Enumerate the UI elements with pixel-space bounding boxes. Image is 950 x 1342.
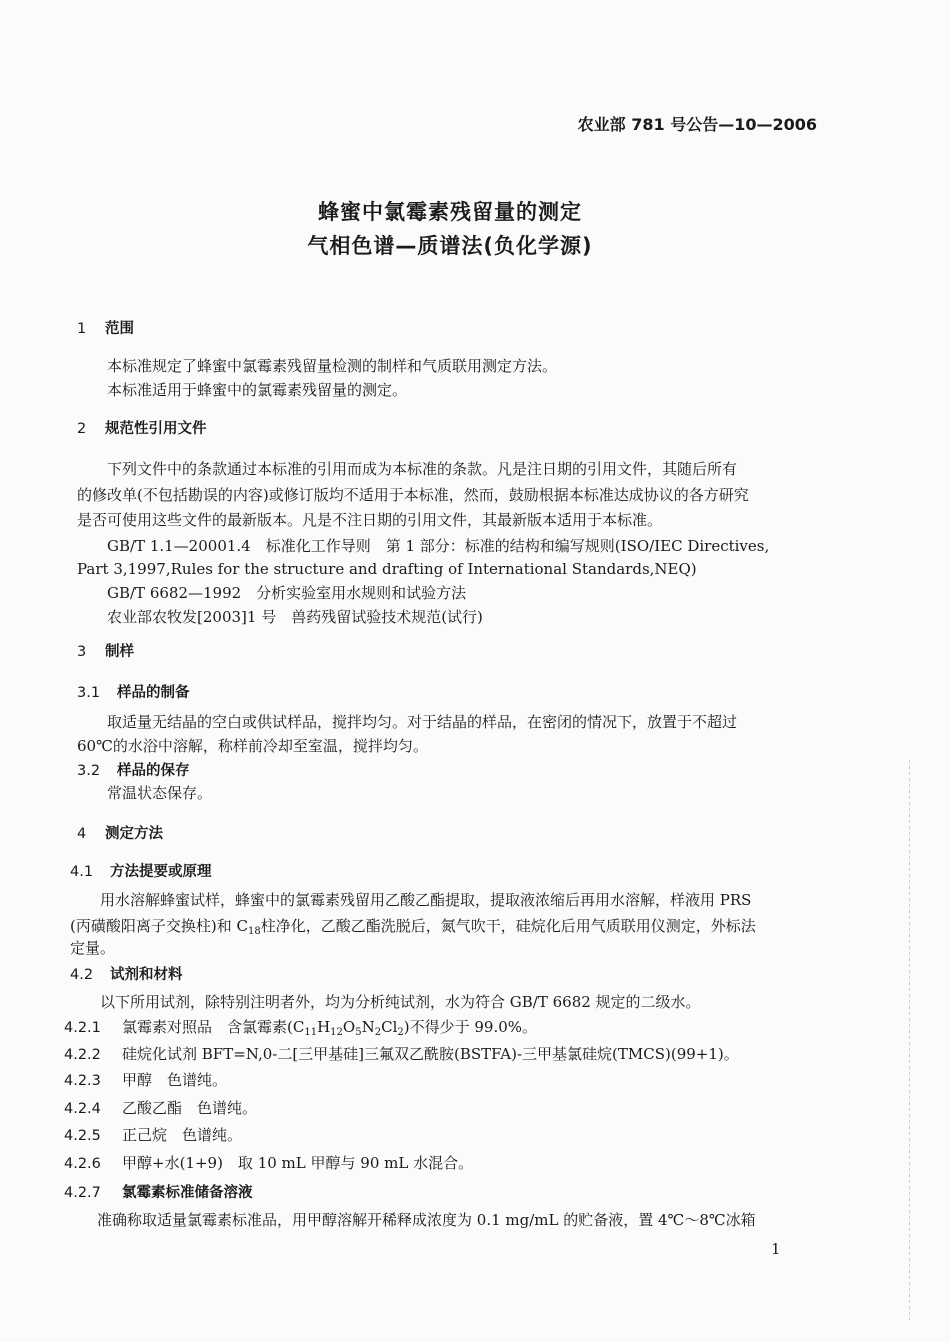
reagent-item: 4.2.1 氯霉素对照品 含氯霉素$(C_{11}H_{12}O_5N_2Cl_2)$不得少于 99.0%。 [64, 1018, 538, 1038]
document-subtitle: 气相色谱—质谱法(负化学源) [307, 234, 593, 258]
reference-item-cont: Part 3,1997,Rules for the structure and drafting of International Standards,NEQ) [77, 560, 697, 578]
subsection-title: 样品的制备 [117, 685, 190, 701]
subsection-title: 方法提要或原理 [110, 864, 212, 880]
section-4-heading [77, 822, 163, 843]
section-number: 4 [77, 826, 87, 842]
section-1-heading [77, 317, 134, 338]
subsection-heading [70, 860, 212, 881]
paragraph-line: 的修改单(不包括勘误的内容)或修订版均不适用于本标准，然而，鼓励根据本标准达成协议的各方研究 [77, 486, 749, 504]
reagent-item-heading: 4.2.7 氯霉素标准储备溶液 [64, 1185, 253, 1201]
reagent-item: 4.2.2 硅烷化试剂 BFT=N,0-二[三甲基硅]三氟双乙酰胺(BSTFA)-三甲基氯硅烷(TMCS)(99+1)。 [64, 1045, 739, 1063]
paragraph-line: (丙磺酸阳离子交换柱)和 $C_{18}$柱净化，乙酸乙酯洗脱后，氮气吹干，硅烷化后用气质联用仪测定，外标法 [70, 917, 756, 937]
section-number: 2 [77, 421, 87, 437]
document-code: 农业部 781 号公告—10—2006 [577, 115, 817, 134]
subsection-number: 3.1 [77, 685, 101, 701]
scan-edge-line [909, 760, 910, 1320]
paragraph-line: 用水溶解蜂蜜试样，蜂蜜中的氯霉素残留用乙酸乙酯提取，提取液浓缩后再用水溶解，样液用 PRS [100, 891, 752, 909]
paragraph-line: 取适量无结晶的空白或供试样品，搅拌均匀。对于结晶的样品，在密闭的情况下，放置于不超过 [107, 713, 738, 731]
subsection-heading [70, 963, 183, 984]
subsection-number: 4.1 [70, 864, 94, 880]
reagent-item: 4.2.4 乙酸乙酯 色谱纯。 [64, 1099, 258, 1117]
section-number: 1 [77, 321, 87, 337]
section-3-heading [77, 640, 134, 661]
section-2-heading [77, 417, 207, 438]
section-number: 3 [77, 644, 87, 660]
paragraph: 以下所用试剂，除特别注明者外，均为分析纯试剂，水为符合 GB/T 6682 规定的二级水。 [100, 993, 701, 1011]
reagent-item: 4.2.6 甲醇+水(1+9) 取 10 mL 甲醇与 90 mL 水混合。 [64, 1154, 474, 1172]
section-title: 测定方法 [105, 826, 163, 842]
subsection-number: 3.2 [77, 763, 101, 779]
reagent-item: 4.2.5 正己烷 色谱纯。 [64, 1126, 243, 1144]
document-title: 蜂蜜中氯霉素残留量的测定 [318, 200, 582, 224]
subsection-heading [77, 759, 190, 780]
paragraph: 本标准规定了蜂蜜中氯霉素残留量检测的制样和气质联用测定方法。 [107, 357, 558, 375]
paragraph-line: 准确称取适量氯霉素标准品，用甲醇溶解开稀释成浓度为 0.1 mg/mL 的贮备液，置 4℃～8℃冰箱 [97, 1211, 756, 1229]
paragraph-line: 是否可使用这些文件的最新版本。凡是不注日期的引用文件，其最新版本适用于本标准。 [77, 511, 663, 529]
page-number: 1 [771, 1240, 781, 1258]
section-title: 规范性引用文件 [105, 421, 207, 437]
paragraph: 常温状态保存。 [107, 784, 213, 802]
subsection-title: 试剂和材料 [110, 967, 183, 983]
reference-item: 农业部农牧发[2003]1 号 兽药残留试验技术规范(试行) [107, 608, 483, 626]
subsection-title: 样品的保存 [117, 763, 190, 779]
subsection-heading [77, 681, 190, 702]
paragraph-line: 60℃的水浴中溶解，称样前冷却至室温，搅拌均匀。 [77, 737, 428, 755]
section-title: 制样 [105, 644, 134, 660]
section-title: 范围 [105, 321, 134, 337]
subsection-number: 4.2 [70, 967, 94, 983]
reagent-item: 4.2.3 甲醇 色谱纯。 [64, 1071, 228, 1089]
paragraph-line: 下列文件中的条款通过本标准的引用而成为本标准的条款。凡是注日期的引用文件，其随后所有 [107, 460, 738, 478]
reference-item: GB/T 6682—1992 分析实验室用水规则和试验方法 [107, 584, 467, 602]
reference-item: GB/T 1.1—20001.4 标准化工作导则 第 1 部分：标准的结构和编写规则(ISO/IEC Directives, [107, 537, 770, 555]
paragraph-line: 定量。 [70, 939, 116, 957]
paragraph: 本标准适用于蜂蜜中的氯霉素残留量的测定。 [107, 381, 408, 399]
